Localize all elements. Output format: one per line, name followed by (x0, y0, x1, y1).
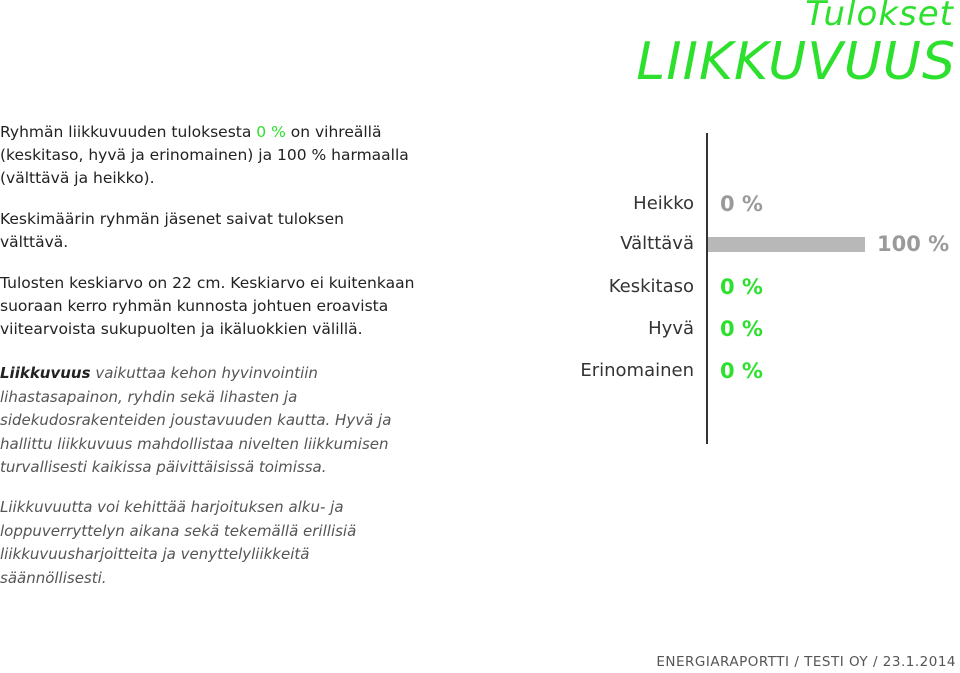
category-label: Erinomainen (580, 360, 694, 381)
summary-text: Keskimäärin ryhmän jäsenet saivat tuloksen (0, 210, 344, 228)
info-text: Liikkuvuutta voi kehittää harjoituksen alku- ja (0, 498, 344, 516)
info-text: säännöllisesti. (0, 568, 107, 587)
page-title: LIIKKUVUUS (636, 32, 956, 92)
summary-paragraph-3 (0, 272, 414, 341)
info-paragraph-2 (0, 496, 356, 590)
summary-paragraph-1 (0, 121, 409, 190)
summary-text: Tulosten keskiarvo on 22 cm. Keskiarvo ei kuitenkaan (0, 274, 415, 292)
info-text: loppuverryttelyn aikana sekä tekemällä erillisiä (0, 521, 357, 540)
report-subtitle: Tulokset (805, 0, 954, 34)
info-text: liikkuvuusharjoitteita ja venyttelyliikkeitä (0, 545, 310, 563)
bar (708, 237, 865, 252)
summary-paragraph-2 (0, 208, 344, 254)
keyword-liikkuvuus: Liikkuvuus (0, 364, 91, 382)
category-label: Keskitaso (608, 276, 694, 297)
value-label: 0 % (720, 317, 763, 341)
info-text: turvallisesti kaikissa päivittäisissä toimissa. (0, 458, 327, 476)
info-paragraph-1 (0, 362, 391, 480)
value-label: 100 % (877, 232, 950, 256)
summary-text: välttävä. (0, 233, 69, 251)
info-text: vaikuttaa kehon hyvinvointiin (90, 364, 318, 382)
value-label: 0 % (720, 359, 763, 383)
category-label: Heikko (633, 193, 694, 214)
summary-text: on vihreällä (285, 123, 382, 141)
chart-axis (706, 133, 708, 444)
footer: ENERGIARAPORTTI / TESTI OY / 23.1.2014 (656, 654, 956, 670)
category-label: Hyvä (648, 318, 694, 339)
summary-text: (keskitaso, hyvä ja erinomainen) ja 100 % harmaalla (0, 146, 409, 164)
info-text: hallittu liikkuvuus mahdollistaa nivelten liikkumisen (0, 434, 389, 453)
category-label: Välttävä (620, 233, 694, 254)
info-text: sidekudosrakenteiden joustavuuden kautta. Hyvä ja (0, 411, 392, 429)
summary-text: viitearvoista sukupuolten ja ikäluokkien välillä. (0, 320, 363, 338)
summary-text: (välttävä ja heikko). (0, 169, 155, 187)
summary-text: Ryhmän liikkuvuuden tuloksesta (0, 123, 257, 141)
info-text: lihastasapainon, ryhdin sekä lihasten ja (0, 387, 298, 406)
value-label: 0 % (720, 192, 763, 216)
green-percentage: 0 % (256, 123, 286, 141)
summary-text: suoraan kerro ryhmän kunnosta johtuen eroavista (0, 297, 389, 315)
value-label: 0 % (720, 275, 763, 299)
